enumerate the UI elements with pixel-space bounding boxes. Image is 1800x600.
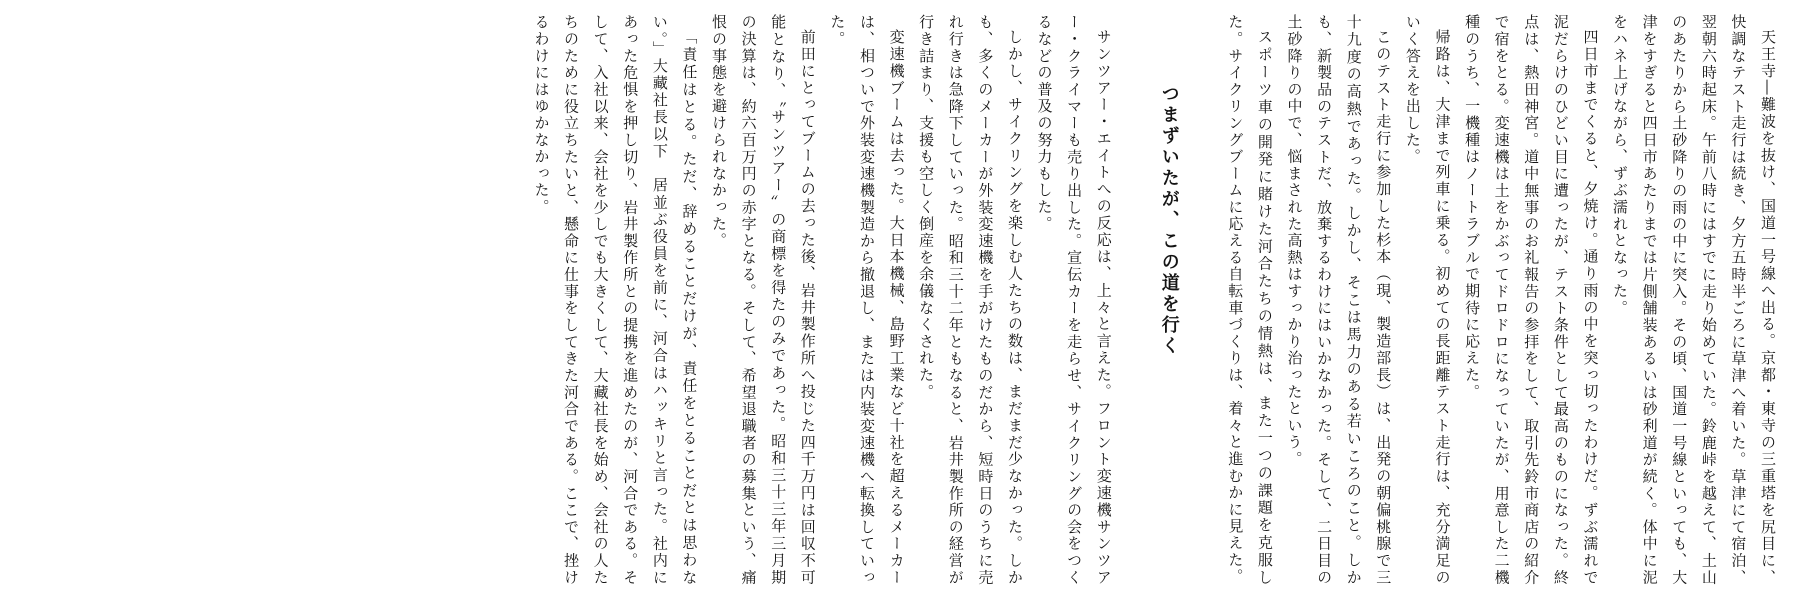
paragraph: 天王寺―難波を抜け、国道一号線へ出る。京都・東寺の三重塔を尻目に、快調なテスト走行は続き、夕方五時半ごろに草津へ着いた。草津にて宿泊、翌朝六時起床。午前八時にはすでに走り始めていた。鈴鹿峠を越えて、土山のあたりから土砂降りの雨の中に突入。その頃、国道一号線といっても、大津をすぎると四日市あたりまでは片側舗装あるいは砂利道が続く。体中に泥をハネ上げながら、ずぶ濡れとなった。 bbox=[1611, 14, 1777, 586]
paragraph: このテスト走行に参加した杉本（現、製造部長）は、出発の朝偏桃腺で三十九度の高熱であった。しかし、そこは馬力のある若いころのこと。しかも、新製品のテストだ、放棄するわけにはいかなかった。そして、二日目の土砂降りの中で、悩まされた高熱はすっかり治ったという。 bbox=[1285, 14, 1393, 586]
section-heading: つまずいたが、この道を行く bbox=[1158, 84, 1180, 357]
paragraph: しかし、サイクリングを楽しむ人たちの数は、まだまだ少なかった。しかも、多くのメーカーが外装変速機を手がけたものだから、短時日のうちに売れ行きは急降下していった。昭和三十二年ともなると、岩井製作所の経営が行き詰まり、支援も空しく倒産を余儀なくされた。 bbox=[917, 14, 1024, 586]
paragraph: 「責任はとる。ただ、辞めることだけが、責任をとることだとは思わない。」大藏社長以下 居並ぶ役員を前に、河合はハッキリと言った。社内にあった危惧を押し切り、岩井製作所との提携を進めたのが、河合である。そして、入社以来、会社を少しでも大きくして、大藏社長を始め、会社の人たちのために役立ちたいと、懸命に仕事をしてきた河合である。ここで、挫けるわけにはゆかなかった。 bbox=[532, 14, 699, 586]
paragraph: スポーツ車の開発に賭けた河合たちの情熱は、また一つの課題を克服した。サイクリングブームに応える自転車づくりは、着々と進むかに見えた。 bbox=[1226, 14, 1274, 586]
paragraph: 四日市までくると、夕焼け。通り雨の中を突っ切ったわけだ。ずぶ濡れで泥だらけのひどい目に遭ったが、テスト条件として最高のものになった。終点は、熱田神宮。道中無事のお礼報告の参拝をして、取引先鈴市商店の紹介で宿をとる。変速機は土をかぶってドロドロになっていたが、用意した二機種のうち、一機種はノートラブルで期待に応えた。 bbox=[1463, 14, 1600, 586]
paragraph: 変速機ブームは去った。大日本機械、島野工業など十社を超えるメーカーは、相ついで外装変速機製造から撤退し、または内装変速機へ転換していった。 bbox=[828, 14, 906, 586]
section-spacer bbox=[1118, 14, 1140, 586]
paragraph: 帰路は、大津まで列車に乗る。初めての長距離テスト走行は、充分満足のいく答えを出した。 bbox=[1403, 14, 1452, 586]
paragraph: サンツアー・エイトへの反応は、上々と言えた。フロント変速機サンツアー・クライマーも売り出した。宣伝カーを走らせ、サイクリングの会をつくるなどの普及の努力もした。 bbox=[1035, 14, 1113, 586]
vertical-text-body bbox=[526, 14, 1782, 586]
section-spacer bbox=[1198, 14, 1220, 586]
paragraph: 前田にとってブームの去った後、岩井製作所へ投じた四千万円は回収不可能となり、〝サンツアー〟の商標を得たのみであった。昭和三十三年三月期の決算は、約六百万円の赤字となる。そして、希望退職者の募集という、痛恨の事態を避けられなかった。 bbox=[710, 14, 817, 586]
